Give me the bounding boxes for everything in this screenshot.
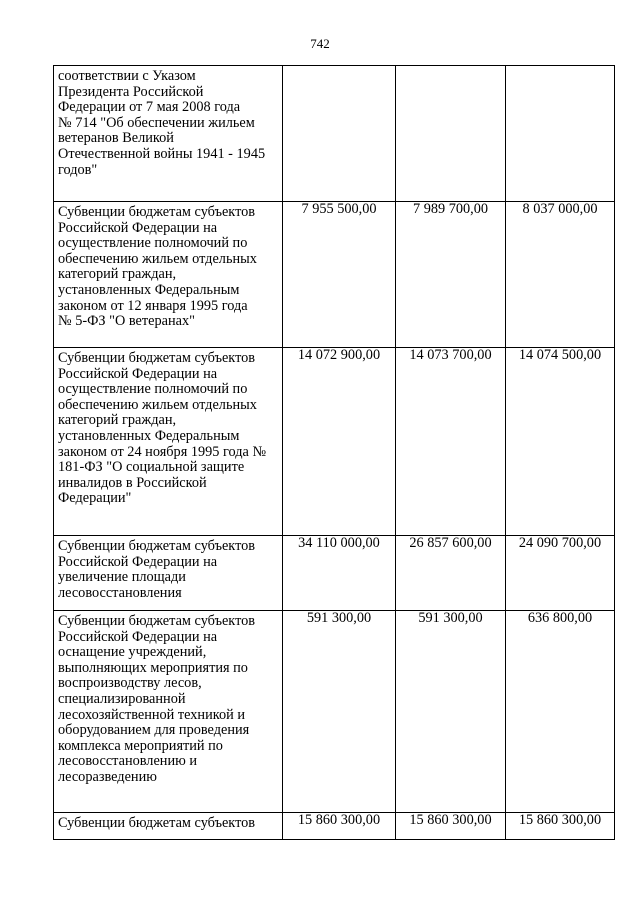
page-number: 742 [310, 36, 330, 51]
description-cell: Субвенции бюджетам субъектов Российской Федерации на осуществление полномочий по обеспечению жильем отдельных категорий граждан, установленных Федеральным законом от 12 января 1995 года № 5-ФЗ "О ветеранах" [54, 202, 283, 348]
amount-cell-1: 15 860 300,00 [283, 813, 396, 840]
amount-cell-2: 15 860 300,00 [396, 813, 506, 840]
table-row [54, 66, 615, 202]
amount-cell-1: 34 110 000,00 [283, 536, 396, 611]
amount-cell-3: 15 860 300,00 [506, 813, 615, 840]
amount-cell-3: 14 074 500,00 [506, 348, 615, 536]
amount-cell-2: 591 300,00 [396, 611, 506, 813]
amount-cell-1: 7 955 500,00 [283, 202, 396, 348]
table-row [54, 202, 615, 348]
amount-cell-3: 636 800,00 [506, 611, 615, 813]
amount-cell-2: 26 857 600,00 [396, 536, 506, 611]
description-cell: Субвенции бюджетам субъектов Российской Федерации на оснащение учреждений, выполняющих мероприятия по воспроизводству лесов, специализированной лесохозяйственной техникой и оборудованием для проведения комплекса мероприятий по лесовосстановлению и лесоразведению [54, 611, 283, 813]
subvention-table [53, 65, 615, 840]
amount-cell-1: 591 300,00 [283, 611, 396, 813]
table-row [54, 611, 615, 813]
table-row [54, 813, 615, 840]
amount-cell-3: 24 090 700,00 [506, 536, 615, 611]
amount-cell-2: 14 073 700,00 [396, 348, 506, 536]
description-cell: Субвенции бюджетам субъектов Российской Федерации на увеличение площади лесовосстановления [54, 536, 283, 611]
description-cell: Субвенции бюджетам субъектов [54, 813, 283, 840]
description-cell: соответствии с Указом Президента Российской Федерации от 7 мая 2008 года № 714 "Об обеспечении жильем ветеранов Великой Отечественной войны 1941 - 1945 годов" [54, 66, 283, 202]
table-row [54, 536, 615, 611]
amount-cell-2 [396, 66, 506, 202]
description-cell: Субвенции бюджетам субъектов Российской Федерации на осуществление полномочий по обеспечению жильем отдельных категорий граждан, установленных Федеральным законом от 24 ноября 1995 года № 181-ФЗ "О социальной защите инвалидов в Российской Федерации" [54, 348, 283, 536]
amount-cell-2: 7 989 700,00 [396, 202, 506, 348]
amount-cell-3: 8 037 000,00 [506, 202, 615, 348]
amount-cell-3 [506, 66, 615, 202]
amount-cell-1 [283, 66, 396, 202]
amount-cell-1: 14 072 900,00 [283, 348, 396, 536]
table-row [54, 348, 615, 536]
